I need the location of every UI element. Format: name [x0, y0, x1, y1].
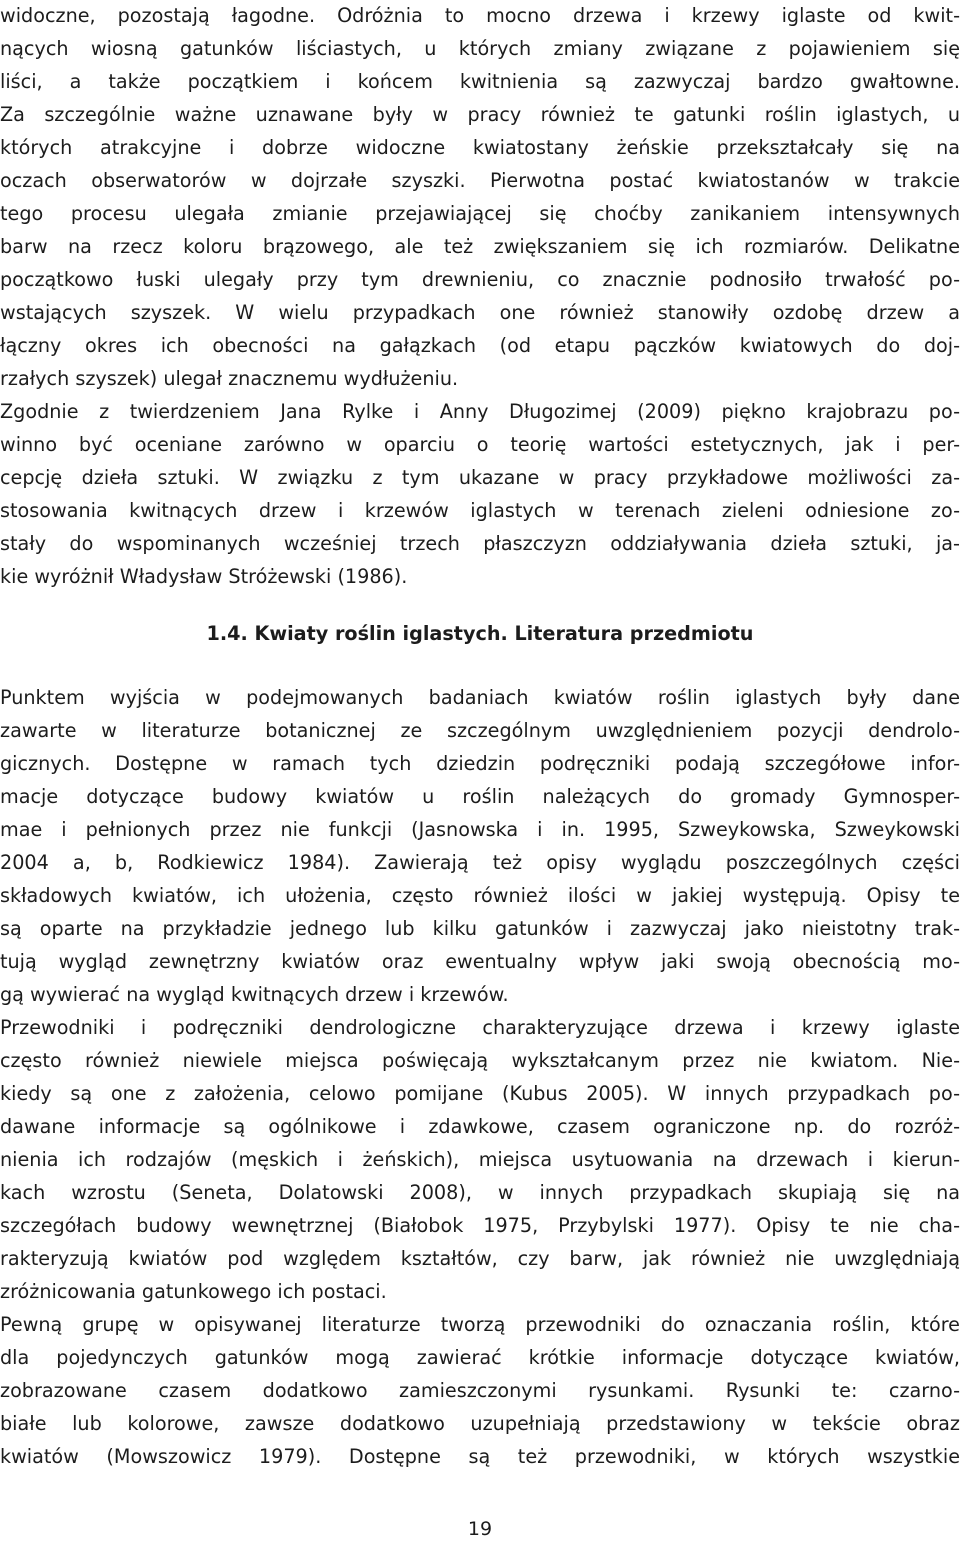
text-line: kwiatów (Mowszowicz 1979). Dostępne są też przewodniki, w których wszystkie	[0, 1445, 960, 1468]
text-line: Za szczególnie ważne uznawane były w pracy również te gatunki roślin iglastych, u	[0, 103, 960, 126]
text-line: rakteryzują kwiatów pod względem kształtów, czy barw, jak również nie uwzględniają	[0, 1247, 960, 1270]
text-line: szczegółach budowy wewnętrznej (Białobok 1975, Przybylski 1977). Opisy te nie cha-	[0, 1214, 960, 1237]
text-line: są oparte na przykładzie jednego lub kilku gatunków i zazwyczaj jako nieistotny trak-	[0, 917, 960, 940]
text-line: białe lub kolorowe, zawsze dodatkowo uzupełniają przedstawiony w tekście obraz	[0, 1412, 960, 1435]
text-line: Zgodnie z twierdzeniem Jana Rylke i Anny Długozimej (2009) piękno krajobrazu po-	[0, 400, 960, 423]
text-line: oczach obserwatorów w dojrzałe szyszki. Pierwotna postać kwiatostanów w trakcie	[0, 169, 960, 192]
text-line: dla pojedynczych gatunków mogą zawierać krótkie informacje dotyczące kwiatów,	[0, 1346, 960, 1369]
text-line: składowych kwiatów, ich ułożenia, często również ilości w jakiej występują. Opisy te	[0, 884, 960, 907]
text-line: gicznych. Dostępne w ramach tych dziedzin podręczniki podają szczegółowe infor-	[0, 752, 960, 775]
text-line: łączny okres ich obecności na gałązkach (od etapu pączków kwiatowych do doj-	[0, 334, 960, 357]
text-line: zróżnicowania gatunkowego ich postaci.	[0, 1280, 387, 1303]
text-line: macje dotyczące budowy kwiatów u roślin należących do gromady Gymnosper-	[0, 785, 960, 808]
text-line: cepcję dzieła sztuki. W związku z tym ukazane w pracy przykładowe możliwości za-	[0, 466, 960, 489]
text-line: nących wiosną gatunków liściastych, u których zmiany związane z pojawieniem się	[0, 37, 960, 60]
text-line: kach wzrostu (Seneta, Dolatowski 2008), w innych przypadkach skupiają się na	[0, 1181, 960, 1204]
text-line: kie wyróżnił Władysław Stróżewski (1986).	[0, 565, 408, 588]
text-line: Pewną grupę w opisywanej literaturze tworzą przewodniki do oznaczania roślin, które	[0, 1313, 960, 1336]
text-line: gą wywierać na wygląd kwitnących drzew i krzewów.	[0, 983, 509, 1006]
text-line: stosowania kwitnących drzew i krzewów iglastych w terenach zieleni odniesione zo-	[0, 499, 960, 522]
text-line: winno być oceniane zarówno w oparciu o teorię wartości estetycznych, jak i per-	[0, 433, 960, 456]
text-line: początkowo łuski ulegały przy tym drewnieniu, co znacznie podnosiło trwałość po-	[0, 268, 960, 291]
page-number: 19	[467, 1518, 493, 1540]
text-line: widoczne, pozostają łagodne. Odróżnia to mocno drzewa i krzewy iglaste od kwit-	[0, 4, 960, 27]
text-line: kiedy są one z założenia, celowo pomijane (Kubus 2005). W innych przypadkach po-	[0, 1082, 960, 1105]
text-line: Przewodniki i podręczniki dendrologiczne charakteryzujące drzewa i krzewy iglaste	[0, 1016, 960, 1039]
text-line: dawane informacje są ogólnikowe i zdawkowe, czasem ograniczone np. do rozróż-	[0, 1115, 960, 1138]
text-line: tego procesu ulegała zmianie przejawiającej się choćby zanikaniem intensywnych	[0, 202, 960, 225]
text-line: rzałych szyszek) ulegał znacznemu wydłużeniu.	[0, 367, 459, 390]
text-line: zawarte w literaturze botanicznej ze szczególnym uwzględnieniem pozycji dendrolo-	[0, 719, 960, 742]
text-line: których atrakcyjne i dobrze widoczne kwiatostany żeńskie przekształcały się na	[0, 136, 960, 159]
text-line: 2004 a, b, Rodkiewicz 1984). Zawierają też opisy wyglądu poszczególnych części	[0, 851, 960, 874]
text-line: wstających szyszek. W wielu przypadkach one również stanowiły ozdobę drzew a	[0, 301, 960, 324]
text-line: mae i pełnionych przez nie funkcji (Jasnowska i in. 1995, Szweykowska, Szweykowski	[0, 818, 960, 841]
text-line: zobrazowane czasem dodatkowo zamieszczonymi rysunkami. Rysunki te: czarno-	[0, 1379, 960, 1402]
text-line: nienia ich rodzajów (męskich i żeńskich), miejsca usytuowania na drzewach i kierun-	[0, 1148, 960, 1171]
text-line: liści, a także początkiem i końcem kwitnienia są zazwyczaj bardzo gwałtowne.	[0, 70, 960, 93]
text-line: barw na rzecz koloru brązowego, ale też zwiększaniem się ich rozmiarów. Delikatne	[0, 235, 960, 258]
text-line: tują wygląd zewnętrzny kwiatów oraz ewentualny wpływ jaki swoją obecnością mo-	[0, 950, 960, 973]
text-line: Punktem wyjścia w podejmowanych badaniach kwiatów roślin iglastych były dane	[0, 686, 960, 709]
text-line: stały do wspominanych wcześniej trzech płaszczyzn oddziaływania dzieła sztuki, ja-	[0, 532, 960, 555]
text-line: często również niewiele miejsca poświęcają wykształcanym przez nie kwiatom. Nie-	[0, 1049, 960, 1072]
section-heading: 1.4. Kwiaty roślin iglastych. Literatura przedmiotu	[206, 622, 754, 645]
